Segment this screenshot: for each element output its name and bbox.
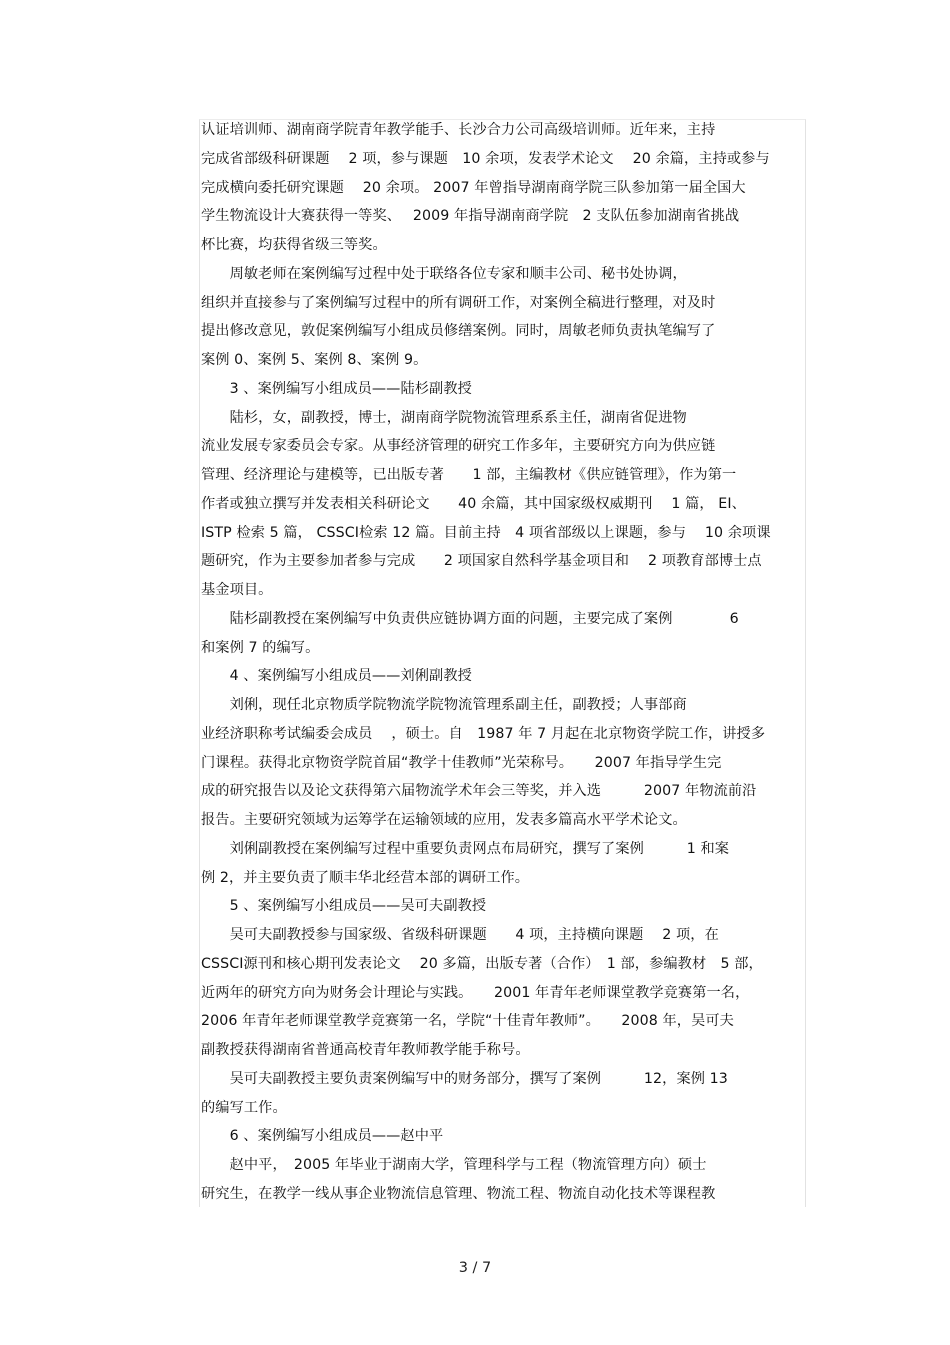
text-line: 陆杉，女，副教授，博士，湖南商学院物流管理系系主任，湖南省促进物 [201,409,687,426]
text-line: 副教授获得湖南省普通高校青年教师教学能手称号。 [201,1042,530,1058]
text-line: 成的研究报告以及论文获得第六届物流学术年会三等奖，并入选 2007 年物流前沿 [201,783,757,800]
text-line: 刘俐，现任北京物质学院物流学院物流管理系副主任，副教授；人事部商 [201,697,687,713]
text-line: 3 、案例编写小组成员——陆杉副教授 [201,380,472,397]
text-line: 基金项目。 [201,582,273,598]
text-line: 杯比赛，均获得省级三等奖。 [201,237,387,253]
text-line: 提出修改意见，敦促案例编写小组成员修缮案例。同时，周敏老师负责执笔编写了 [201,323,716,340]
text-line: 周敏老师在案例编写过程中处于联络各位专家和顺丰公司、秘书处协调， [201,265,687,282]
text-line: 学生物流设计大赛获得一等奖、 2009 年指导湖南商学院 2 支队伍参加湖南省挑战 [201,208,740,225]
text-line: 刘俐副教授在案例编写过程中重要负责网点布局研究，撰写了案例 1 和案 [201,840,730,857]
text-line: 题研究，作为主要参加者参与完成 2 项国家自然科学基金项目和 2 项教育部博士点 [201,553,762,570]
text-line: 认证培训师、湖南商学院青年教学能手、长沙合力公司高级培训师。近年来，主持 [201,122,716,138]
text-line: 吴可夫副教授参与国家级、省级科研课题 4 项，主持横向课题 2 项，在 [201,927,719,943]
text-line: 吴可夫副教授主要负责案例编写中的财务部分，撰写了案例 12，案例 13 [201,1070,728,1087]
text-line: 门课程。获得北京物资学院首届“教学十佳教师”光荣称号。 2007 年指导学生完 [201,754,722,771]
text-line: 流业发展专家委员会专家。从事经济管理的研究工作多年，主要研究方向为供应链 [201,438,716,455]
text-line: 完成横向委托研究课题 20 余项。 2007 年曾指导湖南商学院三队参加第一届全国大 [201,179,746,196]
page-number: 3 / 7 [458,1260,492,1276]
text-line: 业经济职称考试编委会成员 ，硕士。自 1987 年 7 月起在北京物资学院工作，讲授多 [201,725,766,742]
text-line: 陆杉副教授在案例编写中负责供应链协调方面的问题，主要完成了案例 6 [201,610,739,627]
text-line: 2006 年青年老师课堂教学竞赛第一名，学院“十佳青年教师”。 2008 年，吴可夫 [201,1013,734,1030]
text-line: 5 、案例编写小组成员——吴可夫副教授 [201,898,487,915]
text-line: 例 2，并主要负责了顺丰华北经营本部的调研工作。 [201,869,530,886]
text-line: 和案例 7 的编写。 [201,639,320,656]
text-line: 案例 0、案例 5、案例 8、案例 9。 [201,352,428,368]
text-line: 6 、案例编写小组成员——赵中平 [201,1128,444,1145]
text-line: 管理、经济理论与建模等，已出版专著 1 部，主编教材《供应链管理》，作为第一 [201,467,737,483]
text-line: 赵中平， 2005 年毕业于湖南大学，管理科学与工程（物流管理方向）硕士 [201,1157,707,1173]
text-line: 完成省部级科研课题 2 项，参与课题 10 余项，发表学术论文 20 余篇，主持或参与 [201,150,770,167]
text-line: CSSCI源刊和核心期刊发表论文 20 多篇，出版专著（合作） 1 部，参编教材 5 部， [201,955,763,972]
text-line: ISTP 检索 5 篇， CSSCI检索 12 篇。目前主持 4 项省部级以上课题，参与 10 余项课 [201,524,771,541]
text-line: 的编写工作。 [201,1099,287,1116]
text-line: 作者或独立撰写并发表相关科研论文 40 余篇，其中国家级权威期刊 1 篇， EI、 [201,495,746,512]
text-line: 近两年的研究方向为财务会计理论与实践。 2001 年青年老师课堂教学竞赛第一名， [201,984,750,1001]
text-line: 组织并直接参与了案例编写过程中的所有调研工作，对案例全稿进行整理，对及时 [201,294,716,311]
text-line: 4 、案例编写小组成员——刘俐副教授 [201,668,472,685]
text-line: 报告。主要研究领域为运筹学在运输领域的应用，发表多篇高水平学术论文。 [201,812,687,828]
text-line: 研究生，在教学一线从事企业物流信息管理、物流工程、物流自动化技术等课程教 [201,1185,716,1202]
